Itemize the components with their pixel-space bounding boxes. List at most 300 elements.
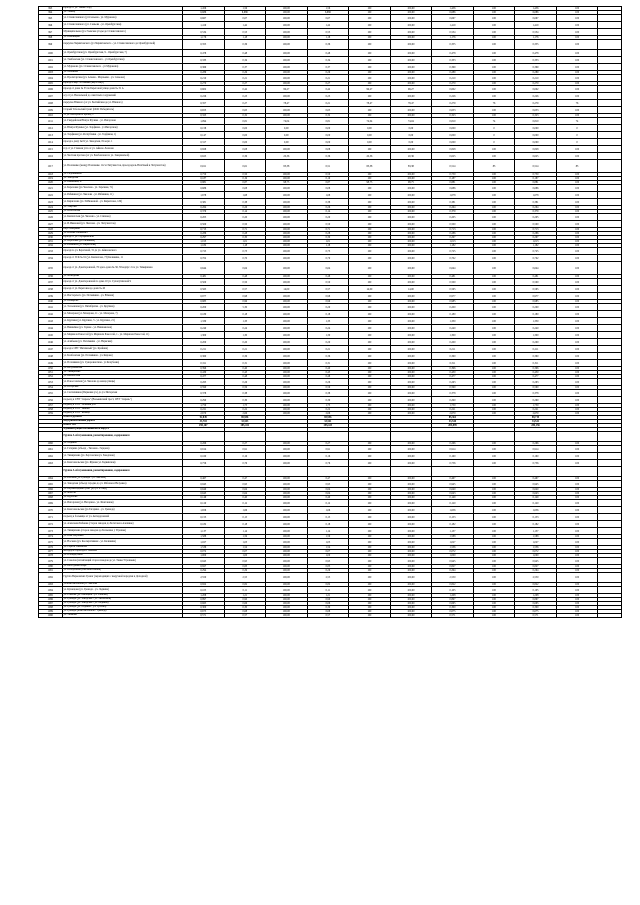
value-cell: 100 (473, 587, 515, 594)
row-number-cell: 1011 (39, 118, 63, 125)
value-cell: 0,82 (224, 583, 266, 587)
value-cell: 0,73 (224, 248, 266, 255)
value-cell: 0,187 (432, 177, 474, 181)
road-name-cell: ул. Гвардейская Юнгра Фучика - ул. Ингорская (62, 118, 182, 125)
row-number-cell: 999 (39, 40, 63, 50)
value-cell: 100 (349, 442, 391, 446)
value-cell: 0,71 (307, 228, 349, 232)
row-number-cell: 998 (39, 36, 63, 40)
value-cell: 0,702 (432, 255, 474, 262)
row-number-cell: 1036 (39, 275, 63, 279)
road-name-cell: ул. Частная протока (от ул. Бонбонская по ул. Закаринской) (62, 153, 182, 160)
value-cell: 1,66 (307, 507, 349, 514)
value-cell: 0,713 (432, 228, 474, 232)
value-cell: 0,294 (432, 569, 474, 573)
value-cell: 100,00 (390, 22, 432, 29)
value-cell: 100,00 (266, 360, 308, 367)
value-cell: 100,00 (390, 446, 432, 453)
value-cell: 0,29 (224, 71, 266, 75)
value-cell: 0,43 (224, 371, 266, 375)
value-cell: 0,20 (307, 339, 349, 346)
row-number-cell: 1047 (39, 346, 63, 353)
value-cell: 0,667 (432, 15, 474, 22)
value-cell: 100 (556, 236, 598, 240)
value-cell: 100 (556, 390, 598, 397)
road-name-cell: 11 ул. Ингорского проезд 3 (62, 114, 182, 118)
value-cell: 0,00 (266, 132, 308, 139)
value-cell: 89,719 (515, 416, 557, 420)
value-cell: 0,36 (307, 40, 349, 50)
value-cell (473, 432, 515, 442)
value-cell: 100 (473, 507, 515, 514)
value-cell: 0,210 (432, 75, 474, 82)
value-cell: 100 (556, 50, 598, 57)
value-cell: 0,985 (515, 300, 557, 304)
row-number-cell: 1066 (39, 488, 63, 492)
value-cell: 0,48 (224, 275, 266, 279)
value-cell: 0,00 (349, 132, 391, 139)
value-cell: 0,21 (307, 100, 349, 107)
value-cell: 14,00 (390, 286, 432, 293)
value-cell: 100,00 (266, 71, 308, 75)
value-cell: 100,00 (390, 379, 432, 386)
value-cell: 1,536 (515, 546, 557, 550)
value-cell: 0,467 (183, 477, 225, 481)
row-number-cell: 1054 (39, 386, 63, 390)
value-cell: 20,36 (349, 153, 391, 160)
value-cell: 100 (556, 573, 598, 583)
value-cell: 100,00 (390, 50, 432, 57)
value-cell: 100,00 (266, 177, 308, 181)
value-cell: 100 (556, 558, 598, 565)
value-cell: 0,263 (183, 379, 225, 386)
value-cell: 100 (349, 481, 391, 488)
value-cell: 0,66 (224, 602, 266, 606)
value-cell: 0,20 (307, 214, 349, 221)
empty-cell (598, 293, 622, 300)
value-cell: 100,00 (390, 587, 432, 594)
value-cell: 100,00 (390, 602, 432, 606)
table-row (39, 397, 622, 404)
value-cell: 100 (349, 412, 391, 416)
value-cell: 100 (556, 293, 598, 300)
value-cell: 100 (473, 275, 515, 279)
value-cell: 100 (473, 598, 515, 602)
road-name-cell: ул. Вокс Кортенко (62, 535, 182, 539)
value-cell: 100 (473, 82, 515, 86)
value-cell: 0,702 (515, 255, 557, 262)
value-cell: 100 (349, 22, 391, 29)
value-cell: 0,270 (183, 82, 225, 86)
value-cell: 0,653 (183, 107, 225, 114)
row-number-cell: 1059 (39, 412, 63, 416)
table-row (39, 22, 622, 29)
row-number-cell: 1053 (39, 379, 63, 386)
row-number-cell: 1010 (39, 114, 63, 118)
roads-table (38, 6, 622, 618)
value-cell: 100 (556, 598, 598, 602)
value-cell: 100 (349, 240, 391, 244)
value-cell: 100 (349, 199, 391, 206)
value-cell: 100,00 (390, 507, 432, 514)
value-cell: 100,00 (266, 481, 308, 488)
value-cell: 100 (349, 248, 391, 255)
value-cell: 0,00 (390, 139, 432, 146)
value-cell: 0,38 (307, 390, 349, 397)
value-cell: 0,286 (183, 232, 225, 236)
value-cell: 1,678 (183, 192, 225, 199)
value-cell: 100 (349, 210, 391, 214)
value-cell: 0,26 (307, 379, 349, 386)
value-cell: 100 (556, 602, 598, 606)
value-cell: 0,180 (183, 311, 225, 318)
table-row (39, 139, 622, 146)
value-cell: 100 (556, 514, 598, 521)
value-cell: 0,827 (183, 565, 225, 569)
value-cell: 0,57 (307, 614, 349, 618)
road-name-cell: ул. Пролетарская (ул. Алеева - Марзыева - ул. Сеньова) (62, 75, 182, 82)
value-cell: 100 (556, 248, 598, 255)
value-cell: 0,200 (432, 304, 474, 311)
value-cell: 0,945 (183, 558, 225, 565)
road-name-cell: Группа А обслуживания, ремонтирование, содержанием (62, 432, 182, 442)
value-cell: 100,00 (266, 507, 308, 514)
road-name-cell: проезд к мкр. Угольный (мкр к мкр.) (62, 82, 182, 86)
value-cell: 100,00 (390, 304, 432, 311)
value-cell: 0,00 (307, 139, 349, 146)
value-cell: 0,286 (432, 232, 474, 236)
road-name-cell: ул. Заводская (объезд городка до ул. Рябовая и Валуевка) (62, 481, 182, 488)
value-cell: 100 (556, 594, 598, 598)
value-cell: 100,00 (266, 594, 308, 598)
value-cell: 100,00 (266, 614, 308, 618)
value-cell: 100 (556, 210, 598, 214)
value-cell: 100,00 (266, 318, 308, 325)
value-cell: 100 (349, 107, 391, 114)
value-cell: 20,36 (266, 153, 308, 160)
value-cell: 0,149 (515, 496, 557, 500)
value-cell: 0,08 (224, 146, 266, 153)
empty-cell (598, 132, 622, 139)
value-cell: 0,750 (515, 173, 557, 177)
value-cell: 0,317 (183, 139, 225, 146)
value-cell: 0,977 (515, 293, 557, 300)
value-cell: 1,137 (432, 528, 474, 535)
value-cell: 74 (473, 118, 515, 125)
value-cell: 100 (473, 304, 515, 311)
value-cell: 0,467 (432, 477, 474, 481)
value-cell: 0,18 (307, 311, 349, 318)
value-cell: 100,00 (390, 546, 432, 550)
value-cell: 1,33 (307, 318, 349, 325)
road-name-cell: ул. Павлищева (62, 36, 182, 40)
row-number-cell: 1084 (39, 587, 63, 594)
table-row (39, 304, 622, 311)
value-cell: 0,279 (515, 100, 557, 107)
value-cell: 0,565 (515, 286, 557, 293)
value-cell: 1,18 (224, 36, 266, 40)
value-cell: 0,379 (515, 210, 557, 214)
value-cell: 1,027 (183, 539, 225, 546)
value-cell: 100,00 (390, 371, 432, 375)
value-cell: 0,643 (183, 492, 225, 496)
value-cell: 100 (473, 565, 515, 569)
row-number-cell: 1068 (39, 496, 63, 500)
value-cell: 100,00 (390, 93, 432, 100)
road-name-cell: ул. Инсторского (ул. Потемкина - ул. Южная) (62, 293, 182, 300)
value-cell: 0,30 (224, 606, 266, 610)
value-cell: 0,42 (224, 86, 266, 93)
value-cell: 100,00 (266, 210, 308, 214)
road-name-cell: ул. Рокоссовская (ул. Чкалова до конца улицы) (62, 379, 182, 386)
value-cell: 0,187 (515, 177, 557, 181)
value-cell: 0,27 (224, 100, 266, 107)
row-number-cell: 1052 (39, 375, 63, 379)
value-cell: 100 (473, 57, 515, 64)
table-row (39, 248, 622, 255)
value-cell: 0,360 (432, 353, 474, 360)
value-cell: 0,665 (515, 602, 557, 606)
value-cell: 0,43 (307, 371, 349, 375)
value-cell: 99,27 (390, 86, 432, 93)
value-cell: 1,536 (432, 546, 474, 550)
row-number-cell: 1085 (39, 594, 63, 598)
row-number-cell: 1082 (39, 573, 63, 583)
value-cell: 100,00 (390, 614, 432, 618)
value-cell: 0,294 (183, 569, 225, 573)
value-cell: 0,897 (183, 598, 225, 602)
table-row (39, 100, 622, 107)
value-cell: 0,828 (183, 146, 225, 153)
road-name-cell: подъезд к СНТ "Вишня" (62, 408, 182, 412)
value-cell: 0,713 (183, 228, 225, 232)
row-number-cell: 1073 (39, 528, 63, 535)
table-row (39, 125, 622, 132)
value-cell: 1,456 (183, 7, 225, 11)
value-cell: 0,500 (183, 279, 225, 286)
value-cell: 1,18 (307, 36, 349, 40)
value-cell: 100 (473, 146, 515, 153)
value-cell: 99,27 (266, 86, 308, 93)
road-name-cell: проезд к дому №19 ул. Заводская, 81 корп. 1 (62, 139, 182, 146)
value-cell: 83 (473, 160, 515, 173)
value-cell: 100 (556, 488, 598, 492)
value-cell: 100 (556, 550, 598, 554)
value-cell: 0,00 (390, 132, 432, 139)
value-cell: 100 (473, 477, 515, 481)
value-cell: 100 (473, 107, 515, 114)
value-cell: 0,50 (224, 279, 266, 286)
value-cell: 0,12 (224, 500, 266, 507)
row-number-cell (39, 467, 63, 477)
table-row (39, 40, 622, 50)
value-cell: 100,00 (266, 386, 308, 390)
road-name-cell: ул. Муранова (ул. Станиславского - ул Муранова) (62, 64, 182, 71)
value-cell: 100,00 (266, 397, 308, 404)
value-cell: 74,04 (349, 118, 391, 125)
value-cell: 74,04 (266, 118, 308, 125)
value-cell: 0,32 (224, 114, 266, 118)
value-cell: 100,00 (266, 539, 308, 546)
value-cell: 2,55 (224, 573, 266, 583)
road-name-cell: п/д от ул. Главная угла от ул. Айвазо Леонова (62, 146, 182, 153)
value-cell: 100 (349, 610, 391, 614)
row-number-cell: 1009 (39, 107, 63, 114)
value-cell: 0,360 (515, 353, 557, 360)
value-cell: 0,187 (183, 177, 225, 181)
value-cell: 0,70 (224, 255, 266, 262)
row-number-cell: 1029 (39, 232, 63, 236)
empty-cell (598, 460, 622, 467)
value-cell: 100,00 (390, 244, 432, 248)
value-cell: 0,822 (515, 583, 557, 587)
table-row (39, 453, 622, 460)
value-cell: 0,263 (432, 379, 474, 386)
value-cell: 0,590 (515, 386, 557, 390)
road-name-cell: ул. Весь Денисобарь (62, 565, 182, 569)
value-cell: 100,00 (390, 539, 432, 546)
road-name-cell: Администрация Калининского округа (62, 428, 182, 432)
empty-cell (598, 221, 622, 228)
value-cell: 100,00 (390, 240, 432, 244)
value-cell: 100 (349, 477, 391, 481)
value-cell: 100,00 (266, 50, 308, 57)
value-cell: 0,120 (515, 500, 557, 507)
value-cell: 100,00 (390, 173, 432, 177)
value-cell: 100 (349, 93, 391, 100)
value-cell: 100 (349, 535, 391, 539)
value-cell: 100,00 (266, 262, 308, 275)
value-cell: 100,00 (390, 339, 432, 346)
value-cell: 0,64 (224, 262, 266, 275)
value-cell: 100 (556, 146, 598, 153)
table-row (39, 64, 622, 71)
value-cell: 1,137 (515, 528, 557, 535)
value-cell: 0,290 (183, 397, 225, 404)
table-row (39, 346, 622, 353)
value-cell: 0,323 (515, 114, 557, 118)
value-cell: 1,18 (307, 244, 349, 248)
value-cell: 100 (556, 496, 598, 500)
value-cell: 100,00 (390, 236, 432, 240)
row-number-cell: 1074 (39, 535, 63, 539)
value-cell: 100 (473, 353, 515, 360)
value-cell: 1,01 (224, 240, 266, 244)
value-cell: 0,881 (515, 181, 557, 185)
empty-cell (598, 573, 622, 583)
value-cell: 100,00 (390, 565, 432, 569)
value-cell: 100 (556, 554, 598, 558)
value-cell: 100,00 (390, 82, 432, 86)
value-cell: 100 (349, 185, 391, 192)
road-name-cell: ул. Комсомольская (ул. Жукова ул Ладвинская) (62, 460, 182, 467)
value-cell: 100,00 (266, 606, 308, 610)
value-cell: 0,072 (515, 550, 557, 554)
value-cell: 100,00 (266, 304, 308, 311)
value-cell: 0,158 (183, 125, 225, 132)
value-cell: 6,686 (515, 11, 557, 15)
value-cell: 0,226 (432, 93, 474, 100)
value-cell: 100,00 (266, 15, 308, 22)
row-number-cell: 1004 (39, 75, 63, 82)
table-row (39, 293, 622, 300)
empty-cell (598, 481, 622, 488)
value-cell: 0,665 (183, 602, 225, 606)
row-number-cell: 1048 (39, 353, 63, 360)
value-cell: 100,00 (390, 375, 432, 379)
value-cell: 0,323 (432, 114, 474, 118)
road-name-cell: подъезд к СНТ "Зелёный дол" (62, 404, 182, 408)
empty-cell (598, 558, 622, 565)
value-cell: 100 (473, 255, 515, 262)
value-cell: 100 (473, 50, 515, 57)
value-cell: 100,00 (390, 311, 432, 318)
road-name-cell: ул. Кириллова (ул. И.Ивановой - ул. Кириллова, 129) (62, 199, 182, 206)
value-cell: 0,264 (183, 206, 225, 210)
row-number-cell: 1037 (39, 279, 63, 286)
road-name-cell: ул. Вишнёвая (ул. Горная - ул. Вишневская) (62, 325, 182, 332)
value-cell: 0,822 (183, 583, 225, 587)
empty-cell (598, 379, 622, 386)
value-cell: 100,00 (266, 514, 308, 521)
value-cell: 0,30 (307, 236, 349, 240)
value-cell: 100,00 (266, 404, 308, 408)
value-cell: 100 (473, 177, 515, 181)
road-name-cell: ул. Рябовая (ул. Гренада - ул. Чкалова) (62, 477, 182, 481)
value-cell: 100,00 (266, 460, 308, 467)
road-name-cell: ул. Ахмадеева (62, 275, 182, 279)
value-cell: 0,985 (432, 300, 474, 304)
value-cell: 100,00 (266, 379, 308, 386)
road-name-cell: ул. Алябьева (ул. Потемкина - ул. Нарвская) (62, 339, 182, 346)
value-cell: 100 (473, 240, 515, 244)
value-cell: 0,31 (307, 360, 349, 367)
value-cell: 0,34 (307, 57, 349, 64)
value-cell: 1,419 (183, 22, 225, 29)
value-cell: 0 (556, 132, 598, 139)
value-cell: 100,00 (266, 492, 308, 496)
value-cell: 100,00 (390, 492, 432, 496)
value-cell: 0,240 (515, 325, 557, 332)
value-cell: 0,83 (307, 565, 349, 569)
road-name-cell: ул. И.Ивановой (ул. Чкалова - ул. Энтузиастов) (62, 221, 182, 228)
row-number-cell: 1039 (39, 293, 63, 300)
row-number-cell: 1070 (39, 507, 63, 514)
value-cell: 0,205 (183, 214, 225, 221)
value-cell: 0,221 (183, 408, 225, 412)
value-cell: 0,40 (224, 367, 266, 371)
value-cell: 0,625 (432, 153, 474, 160)
value-cell: 100 (473, 535, 515, 539)
value-cell (515, 467, 557, 477)
value-cell: 1,013 (515, 240, 557, 244)
value-cell: 1,750 (432, 404, 474, 408)
value-cell: 0,57 (224, 614, 266, 618)
value-cell: 100,00 (266, 587, 308, 594)
empty-cell (598, 139, 622, 146)
value-cell: 100,00 (266, 206, 308, 210)
value-cell: 0,266 (515, 442, 557, 446)
value-cell: 0,725 (183, 248, 225, 255)
row-number-cell: 1027 (39, 221, 63, 228)
value-cell: 0,00 (224, 125, 266, 132)
value-cell: 0,500 (432, 221, 474, 228)
value-cell: 100 (349, 279, 391, 286)
road-name-cell: ул. Заводская (62, 177, 182, 181)
road-name-cell: проезд от ул. Береговая до дома № 40 (62, 286, 182, 293)
value-cell: 100 (473, 29, 515, 36)
value-cell: 100 (473, 36, 515, 40)
